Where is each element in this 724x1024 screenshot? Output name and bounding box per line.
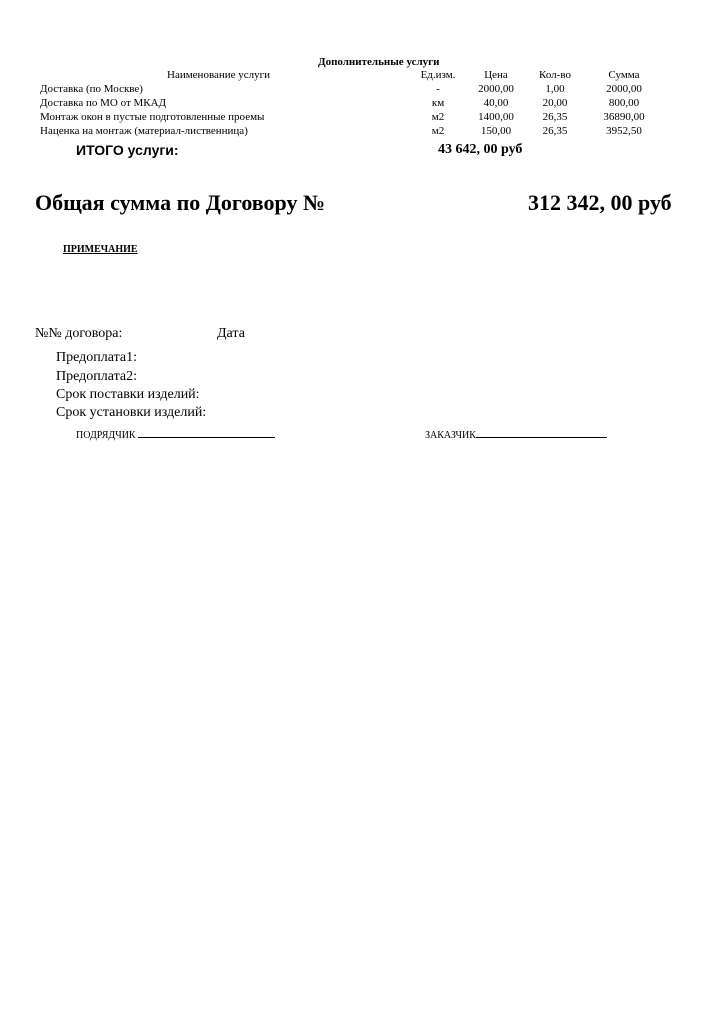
contractor-signature-line (138, 427, 275, 438)
table-row (0, 83, 724, 97)
row-qty: 26,35 (542, 111, 568, 123)
row-unit: м2 (431, 111, 445, 123)
services-total-value: 43 642, 00 руб (438, 142, 523, 157)
installation-term-label: Срок установки изделий: (56, 405, 207, 420)
row-price: 150,00 (480, 125, 512, 137)
contractor-signature (76, 427, 275, 441)
services-header-row (0, 69, 724, 83)
services-total-label: ИТОГО услуги: (76, 142, 179, 158)
row-price: 2000,00 (478, 83, 514, 95)
customer-signature (425, 427, 607, 441)
row-unit: км (431, 97, 445, 109)
header-price: Цена (484, 69, 508, 81)
header-name: Наименование услуги (167, 69, 271, 81)
header-sum: Сумма (608, 69, 640, 81)
customer-label: ЗАКАЗЧИК (425, 430, 476, 441)
header-qty: Кол-во (539, 69, 571, 81)
prepayment-2-label: Предоплата2: (56, 369, 137, 384)
row-name: Наценка на монтаж (материал-лиственница) (40, 125, 248, 137)
contract-date-label: Дата (217, 326, 245, 341)
row-qty: 1,00 (545, 83, 565, 95)
grand-total-value: 312 342, 00 руб (528, 190, 672, 215)
row-sum: 36890,00 (603, 111, 645, 123)
row-sum: 3952,50 (606, 125, 642, 137)
header-unit: Ед.изм. (420, 69, 456, 81)
row-qty: 26,35 (542, 125, 568, 137)
table-row (0, 111, 724, 125)
table-row (0, 125, 724, 139)
table-row (0, 97, 724, 111)
row-price: 40,00 (483, 97, 509, 109)
contractor-label: ПОДРЯДЧИК (76, 430, 136, 441)
row-name: Доставка по МО от МКАД (40, 97, 167, 109)
services-title: Дополнительные услуги (318, 56, 440, 68)
contract-number-label: №№ договора: (35, 326, 123, 341)
row-name: Доставка (по Москве) (40, 83, 143, 95)
delivery-term-label: Срок поставки изделий: (56, 387, 200, 402)
row-sum: 800,00 (608, 97, 640, 109)
row-qty: 20,00 (542, 97, 568, 109)
row-price: 1400,00 (478, 111, 514, 123)
grand-total-label: Общая сумма по Договору № (35, 190, 326, 215)
customer-signature-line (476, 427, 607, 438)
row-unit: м2 (431, 125, 445, 137)
note-label: ПРИМЕЧАНИЕ (63, 244, 138, 255)
row-name: Монтаж окон в пустые подготовленные проемы (40, 111, 265, 123)
row-sum: 2000,00 (606, 83, 642, 95)
prepayment-1-label: Предоплата1: (56, 350, 137, 365)
row-unit: - (436, 83, 440, 95)
